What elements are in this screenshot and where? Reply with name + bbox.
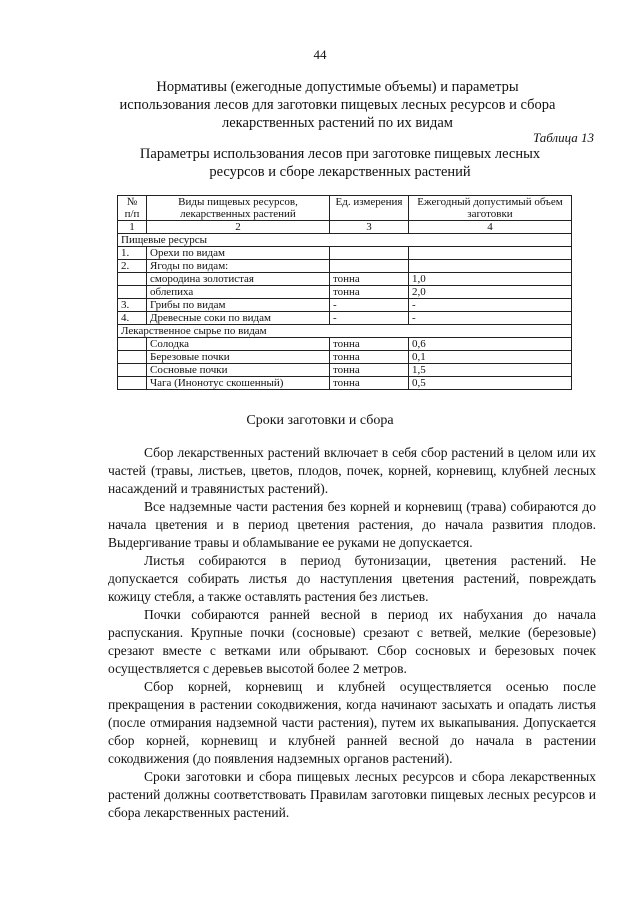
table-row: [118, 377, 572, 390]
column-number-cell: 2: [147, 221, 330, 234]
row-name-cell: Солодка: [147, 338, 330, 351]
row-value-cell: 0,1: [409, 351, 572, 364]
row-number-cell: [118, 286, 147, 299]
row-unit-cell: [330, 260, 409, 273]
paragraph: Листья собираются в период бутонизации, цветения растений. Не допускается собирать листья до наступления цветения растений, повреждать кожицу стебля, а также оставлять растения без листьев.: [108, 553, 596, 604]
row-value-cell: -: [409, 312, 572, 325]
row-value-cell: 0,6: [409, 338, 572, 351]
table-section-row: [118, 234, 572, 247]
row-value-cell: 1,0: [409, 273, 572, 286]
row-number-cell: [118, 364, 147, 377]
row-unit-cell: [330, 247, 409, 260]
section-medicinal-cell: Лекарственное сырье по видам: [118, 325, 572, 338]
row-unit-cell: тонна: [330, 351, 409, 364]
resources-table: [117, 195, 572, 390]
paragraph: Сроки заготовки и сбора пищевых лесных ресурсов и сбора лекарственных растений должны соответствовать Правилам заготовки пищевых лесных ресурсов и сбора лекарственных растений.: [108, 769, 596, 820]
column-number-cell: 3: [330, 221, 409, 234]
table-row: [118, 312, 572, 325]
table-row: [118, 351, 572, 364]
header-cell-unit: Ед. измерения: [330, 196, 409, 221]
body-text: [108, 444, 596, 822]
main-title: Нормативы (ежегодные допустимые объемы) и параметры использования лесов для заготовки пищевых лесных ресурсов и сбора лекарственных растений по их видам: [119, 79, 556, 131]
row-name-cell: Грибы по видам: [147, 299, 330, 312]
row-value-cell: [409, 260, 572, 273]
paragraph: Почки собираются ранней весной в период их набухания до начала распускания. Крупные почки (сосновые) срезают с ветвей, мелкие (березовые) срезают вместе с ветками или обрывают. Сбор сосновых и березовых почек осуществляется с деревьев высотой более 2 метров.: [108, 607, 596, 676]
row-name-cell: Сосновые почки: [147, 364, 330, 377]
table-row: [118, 273, 572, 286]
row-number-cell: 1.: [118, 247, 147, 260]
row-value-cell: 0,5: [409, 377, 572, 390]
row-unit-cell: тонна: [330, 377, 409, 390]
table-title: Параметры использования лесов при заготовке пищевых лесных ресурсов и сборе лекарственных растений: [139, 146, 541, 180]
table-header-row: [118, 196, 572, 221]
row-value-cell: 2,0: [409, 286, 572, 299]
row-number-cell: 2.: [118, 260, 147, 273]
page-number: 44: [313, 47, 327, 62]
row-value-cell: [409, 247, 572, 260]
row-name-cell: Ягоды по видам:: [147, 260, 330, 273]
row-name-cell: Березовые почки: [147, 351, 330, 364]
table-row: [118, 299, 572, 312]
row-unit-cell: -: [330, 312, 409, 325]
table-column-numbers-row: [118, 221, 572, 234]
table-row: [118, 247, 572, 260]
row-number-cell: 3.: [118, 299, 147, 312]
table-section-row: [118, 325, 572, 338]
row-name-cell: Орехи по видам: [147, 247, 330, 260]
row-name-cell: смородина золотистая: [147, 273, 330, 286]
column-number-cell: 4: [409, 221, 572, 234]
row-number-cell: [118, 377, 147, 390]
row-unit-cell: тонна: [330, 364, 409, 377]
header-cell-kind: Виды пищевых ресурсов, лекарственных растений: [147, 196, 330, 221]
row-unit-cell: тонна: [330, 286, 409, 299]
row-unit-cell: тонна: [330, 338, 409, 351]
header-cell-volume: Ежегодный допустимый объем заготовки: [409, 196, 572, 221]
row-number-cell: 4.: [118, 312, 147, 325]
row-name-cell: облепиха: [147, 286, 330, 299]
table-row: [118, 338, 572, 351]
table-row: [118, 260, 572, 273]
column-number-cell: 1: [118, 221, 147, 234]
paragraph: Сбор лекарственных растений включает в себя сбор растений в целом или их частей (травы, листьев, цветов, плодов, почек, корней, корневищ, клубней лесных насаждений и травянистых растений).: [108, 445, 596, 496]
row-value-cell: -: [409, 299, 572, 312]
table-label: Таблица 13: [532, 130, 594, 145]
row-unit-cell: тонна: [330, 273, 409, 286]
row-name-cell: Древесные соки по видам: [147, 312, 330, 325]
row-value-cell: 1,5: [409, 364, 572, 377]
table-row: [118, 286, 572, 299]
table-row: [118, 364, 572, 377]
section-food-cell: Пищевые ресурсы: [118, 234, 572, 247]
row-name-cell: Чага (Инонотус скошенный): [147, 377, 330, 390]
paragraph: Все надземные части растения без корней и корневищ (трава) собираются до начала цветения и в период цветения растения, до начала развития плодов. Выдергивание травы и обламывание ее руками не допускается.: [108, 499, 596, 550]
row-number-cell: [118, 351, 147, 364]
section-heading: Сроки заготовки и сбора: [246, 413, 394, 428]
paragraph: Сбор корней, корневищ и клубней осуществляется осенью после прекращения в растении сокодвижения, когда начинают засыхать и опадать листья (после отмирания надземной части растения), путем их выкапывания. Допускается сбор корней, корневищ и клубней ранней весной до начала в растении сокодвижения (до появления надземных органов растений).: [108, 679, 596, 766]
row-number-cell: [118, 273, 147, 286]
header-cell-number: № п/п: [118, 196, 147, 221]
row-unit-cell: -: [330, 299, 409, 312]
row-number-cell: [118, 338, 147, 351]
